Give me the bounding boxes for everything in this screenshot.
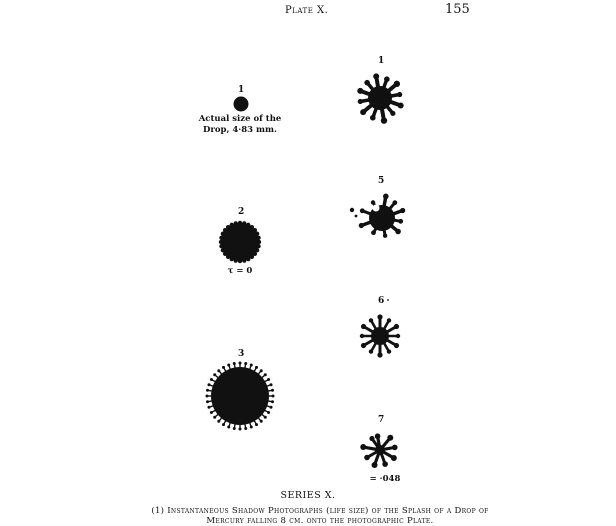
drop-small [232,95,250,113]
drop-size-caption-line2: Drop, 4·83 mm. [203,125,277,135]
plate-caption-line1: (1) Instantaneous Shadow Photographs (life size) of the Splash of a Drop of [151,506,489,516]
figure-number-left-1: 1 [238,85,245,95]
splash-7 [352,426,408,474]
figure-number-right-5: 5 [378,176,385,186]
drop-size-caption [190,114,290,136]
page-number: 155 [445,2,470,17]
tau-label: τ = 0 [227,266,253,276]
drop-size-caption-line1: Actual size of the [198,114,282,124]
splash-6 [352,308,408,364]
splash-1 [350,68,410,128]
drop-crowned-disc [204,360,276,432]
plate-title: Plate X. [285,5,329,16]
splash-5 [346,186,412,246]
figure-number-right-1: 1 [378,56,385,66]
plate-caption-line2: Mercury falling 8 cm. onto the photographic Plate. [206,516,434,526]
series-title: SERIES X. [280,490,336,501]
drop-disc [218,220,262,264]
figure-number-left-3: 3 [238,349,245,359]
time-label: = ·048 [369,474,401,484]
figure-number-right-7: 7 [378,415,385,425]
figure-number-right-6: 6 [378,296,385,306]
plate-caption [120,506,520,526]
figure-number-left-2: 2 [238,207,245,217]
